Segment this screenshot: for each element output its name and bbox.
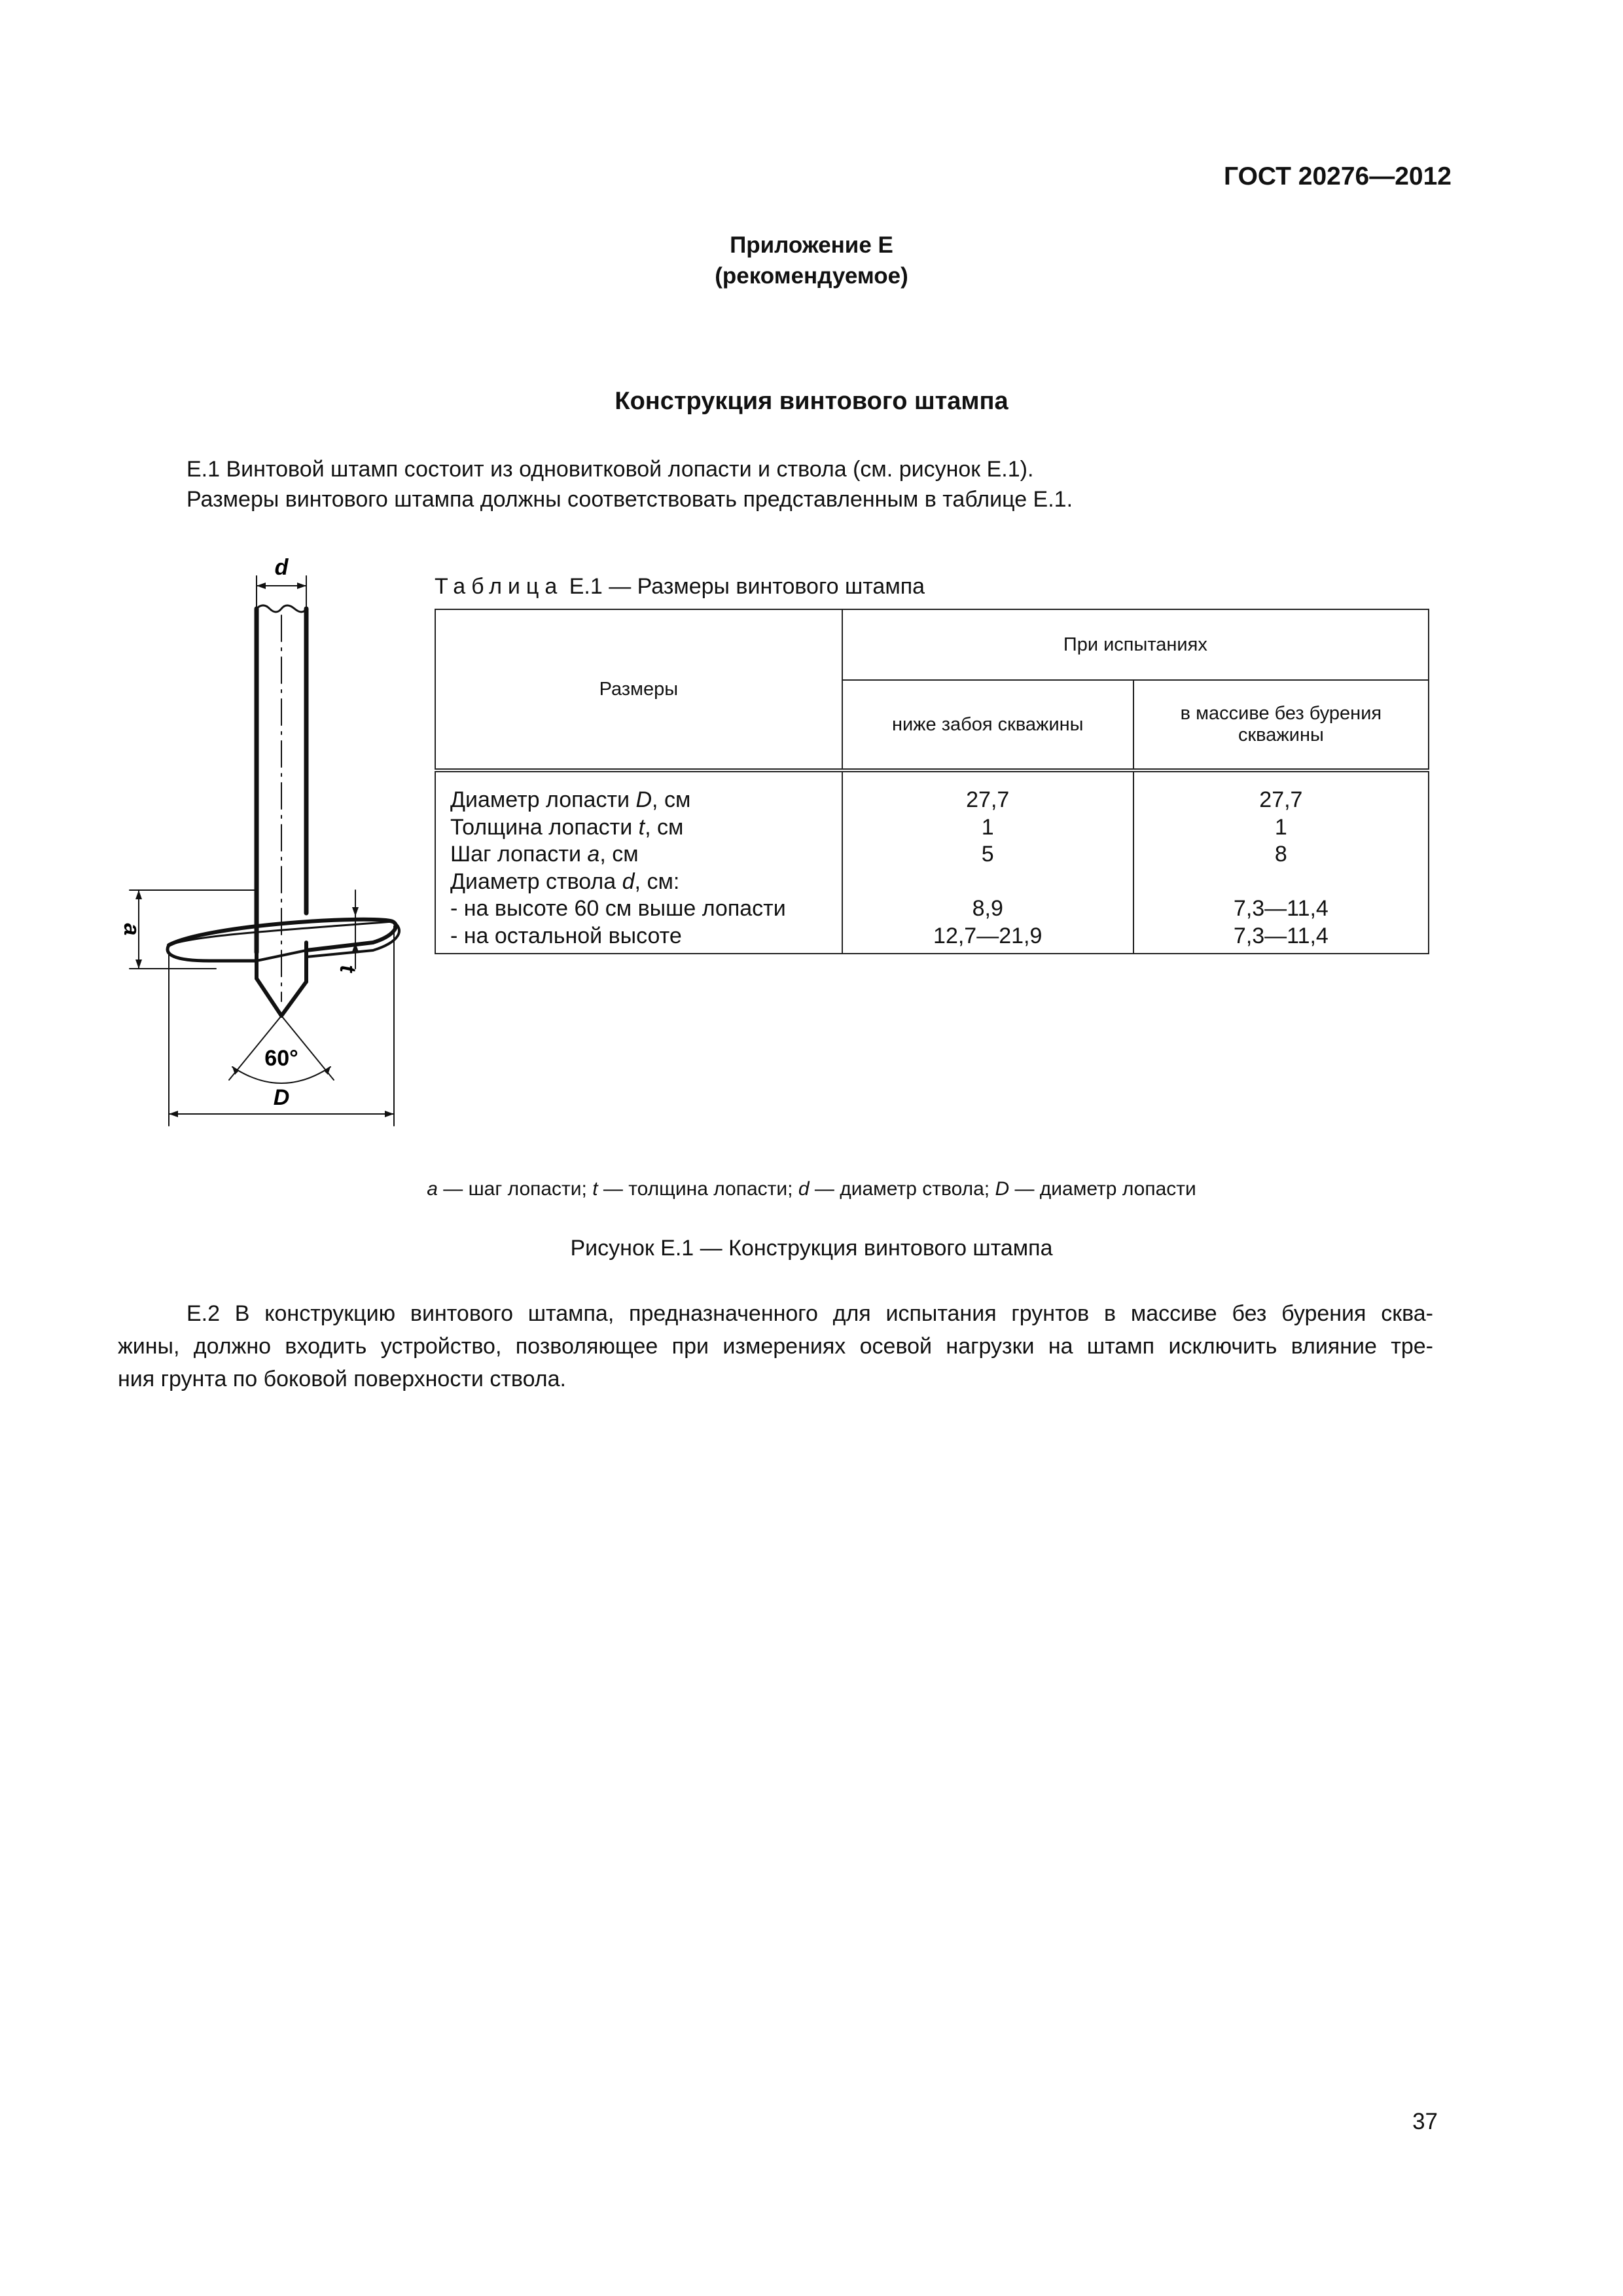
table-col2-cell <box>1133 770 1429 954</box>
label-angle: 60° <box>264 1046 298 1071</box>
label-D: D <box>273 1085 290 1110</box>
document-code: ГОСТ 20276—2012 <box>1224 162 1452 190</box>
table-caption-text: Е.1 — Размеры винтового штампа <box>563 574 925 599</box>
row-label: Диаметр лопасти D, см <box>450 787 691 812</box>
table-labels-cell <box>435 770 842 954</box>
header-group: При испытаниях <box>842 609 1429 680</box>
row-value-col2: 27,7 <box>1259 787 1303 812</box>
label-t: t <box>335 965 360 973</box>
paragraph-e2-line: ния грунта по боковой поверхности ствола. <box>118 1367 566 1391</box>
paragraph-e2-line: жины, должно входить устройство, позволяющее при измерениях осевой нагрузки на штамп исключить влияние тре- <box>118 1334 1433 1359</box>
row-value-col2: 7,3—11,4 <box>1233 896 1329 922</box>
label-d: d <box>274 555 289 580</box>
paragraph-e1-line1: Е.1 Винтовой штамп состоит из одновитковой лопасти и ствола (см. рисунок Е.1). <box>187 457 1034 482</box>
appendix-subtitle: (рекомендуемое) <box>715 263 908 289</box>
table-caption <box>435 574 925 600</box>
header-sizes: Размеры <box>435 609 842 770</box>
dimensions-table <box>435 609 1429 954</box>
table-col1-cell <box>842 770 1133 954</box>
row-value-col1: 1 <box>981 814 994 840</box>
figure-legend: a — шаг лопасти; t — толщина лопасти; d — диаметр ствола; D — диаметр лопасти <box>427 1178 1196 1200</box>
paragraph-e1-line2: Размеры винтового штампа должны соответствовать представленным в таблице Е.1. <box>187 487 1073 512</box>
row-value-col2: 8 <box>1274 842 1287 867</box>
row-label: Диаметр ствола d, см: <box>450 869 680 894</box>
table-caption-label: Таблица <box>435 574 563 599</box>
row-value-col1 <box>843 869 1133 896</box>
row-value-col1: 12,7—21,9 <box>933 923 1043 948</box>
paragraph-e2-line: Е.2 В конструкцию винтового штампа, предназначенного для испытания грунтов в массиве без бурения сква- <box>187 1301 1433 1326</box>
appendix-title: Приложение Е <box>730 232 893 258</box>
row-value-col2: 1 <box>1274 814 1287 840</box>
figure-caption: Рисунок Е.1 — Конструкция винтового штампа <box>570 1236 1053 1261</box>
row-value-col1: 5 <box>981 842 994 867</box>
section-title: Конструкция винтового штампа <box>615 387 1008 415</box>
row-value-col2: 7,3—11,4 <box>1233 923 1329 948</box>
row-value-col1: 27,7 <box>966 787 1010 812</box>
row-value-col1: 8,9 <box>972 896 1003 922</box>
row-value-col2 <box>1134 869 1428 896</box>
label-a: a <box>119 923 144 936</box>
row-label: Толщина лопасти t, см <box>450 814 684 840</box>
header-col1: ниже забоя скважины <box>842 680 1133 770</box>
page-number: 37 <box>1412 2109 1438 2134</box>
header-col2: в массиве без бурения скважины <box>1133 680 1429 770</box>
paragraph-e2 <box>118 1297 1433 1395</box>
row-label: Шаг лопасти a, см <box>450 842 639 867</box>
row-label: - на остальной высоте <box>450 923 682 948</box>
screw-stamp-drawing <box>98 550 412 1139</box>
row-label: - на высоте 60 см выше лопасти <box>450 896 786 922</box>
